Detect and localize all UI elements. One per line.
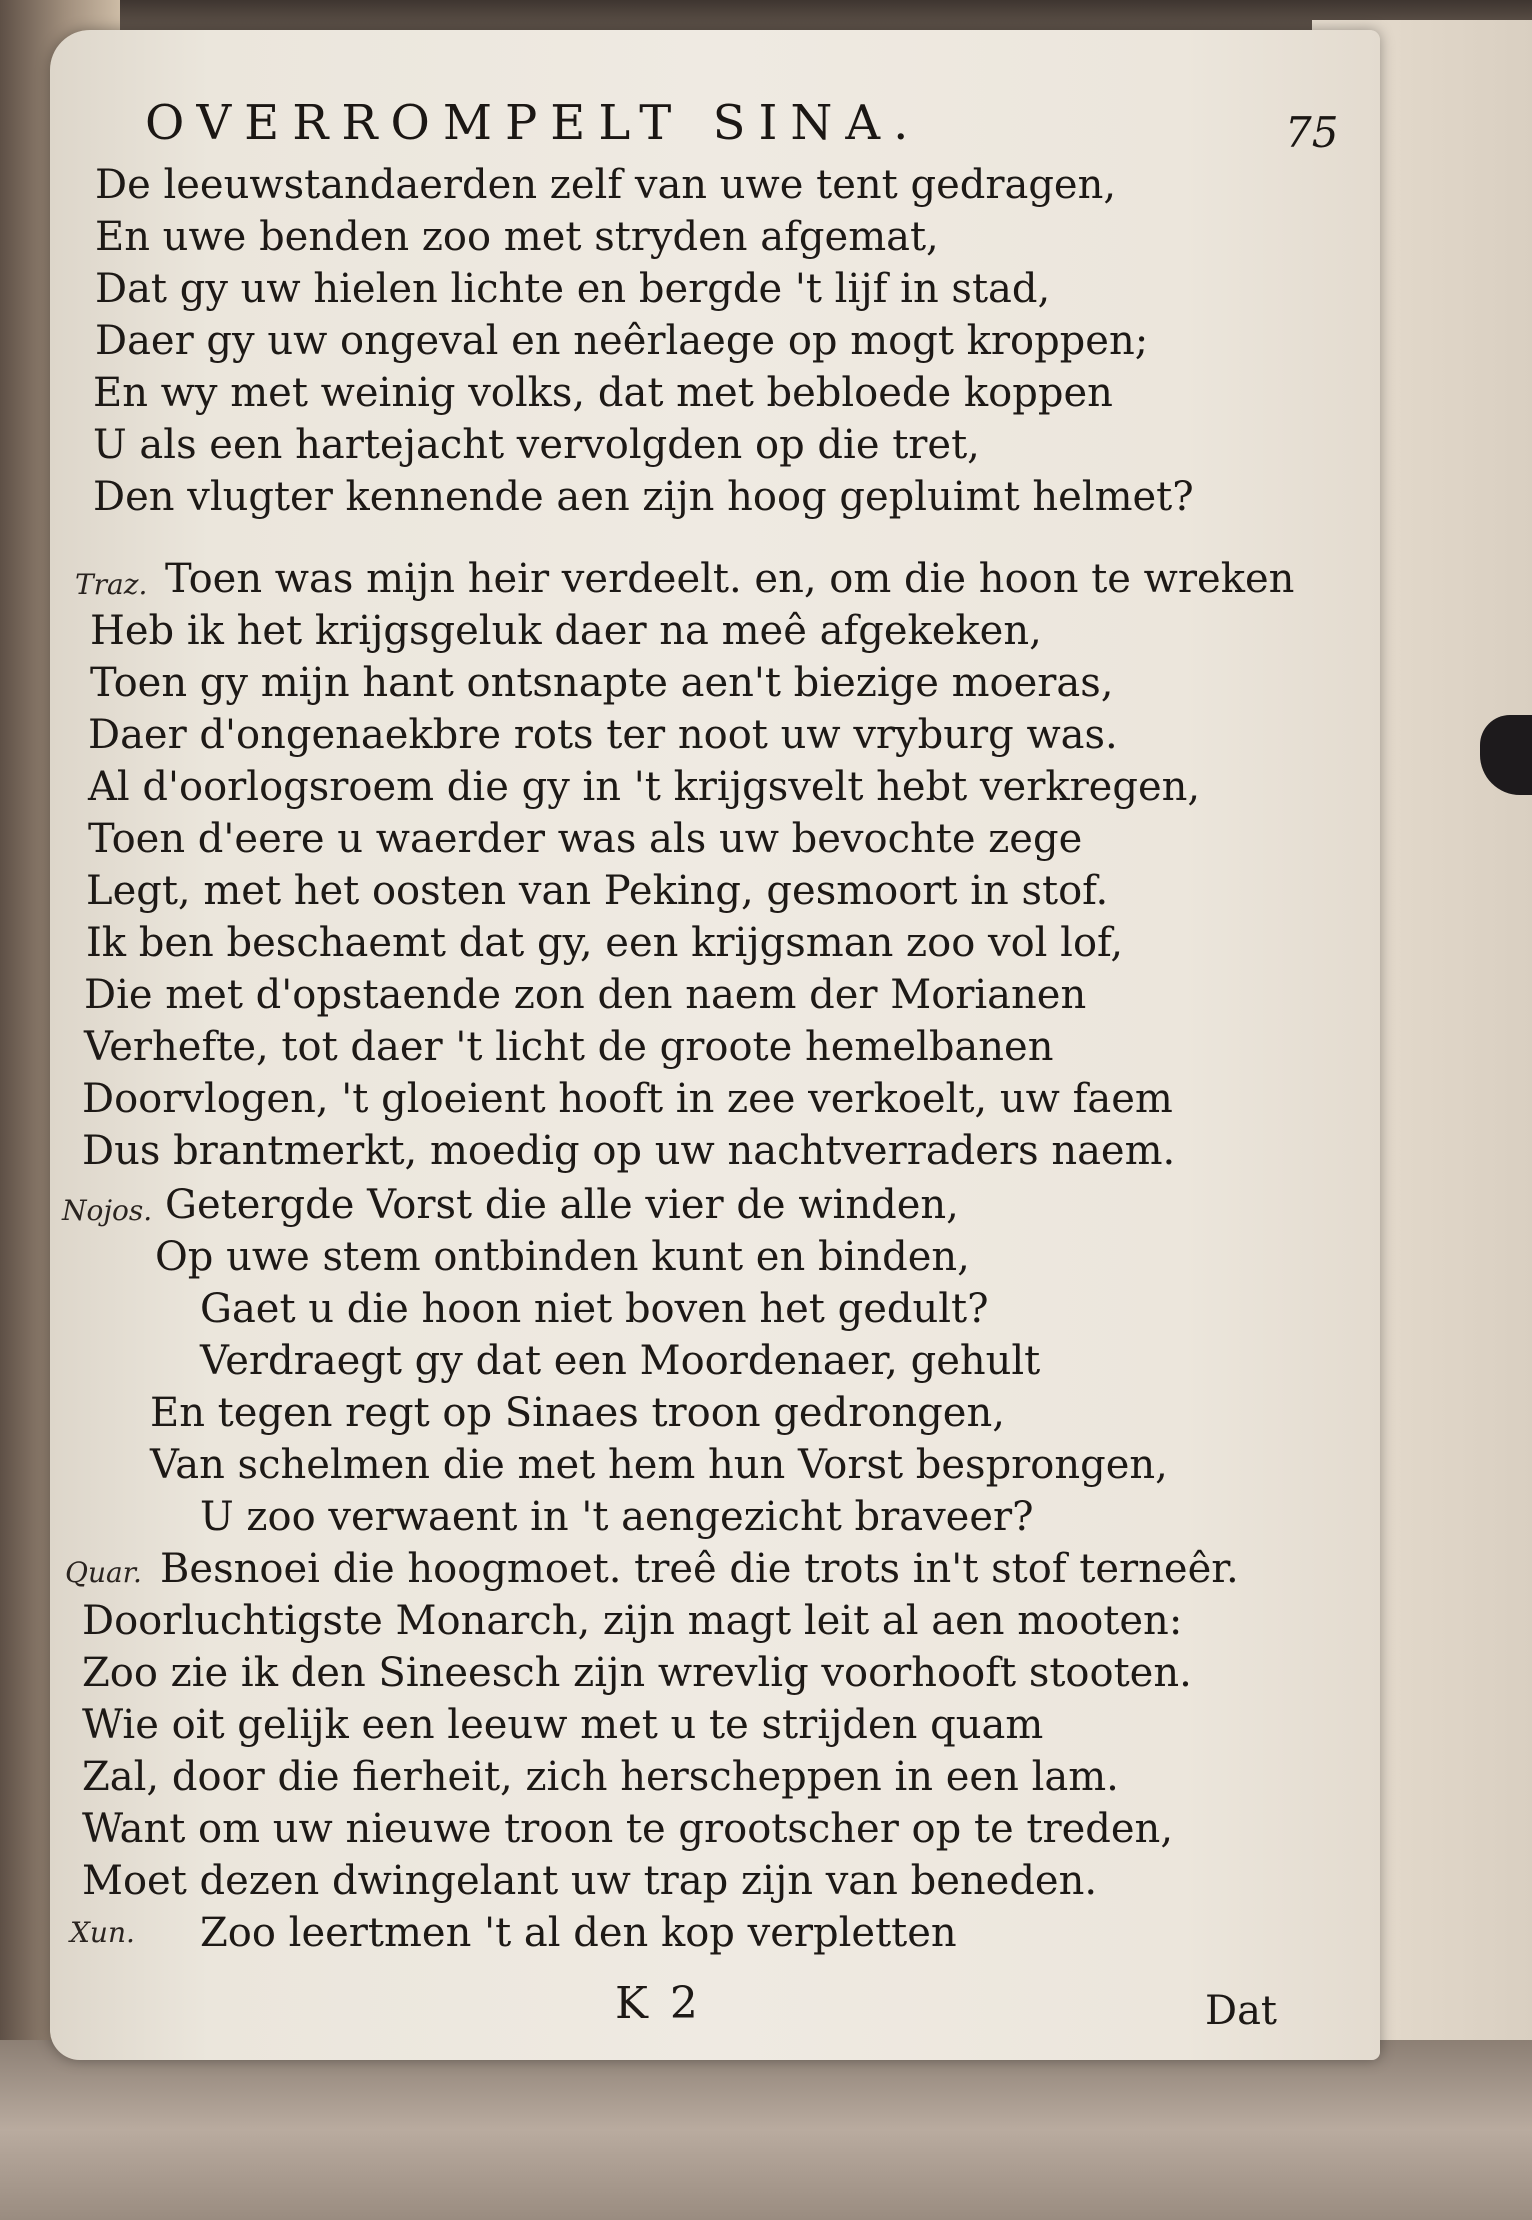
speaker-label: Quar. [65,1556,142,1589]
verse-line: Gaet u die hoon niet boven het gedult? [200,1286,989,1332]
verse-line: Wie oit gelijk een leeuw met u te strijden quam [82,1702,1044,1748]
verse-line: Moet dezen dwingelant uw trap zijn van beneden. [82,1858,1098,1904]
speaker-label: Nojos. [62,1194,153,1227]
verse-line: De leeuwstandaerden zelf van uwe tent gedragen, [95,162,1117,208]
verse-line: En tegen regt op Sinaes troon gedrongen, [150,1390,1005,1436]
verse-line: Daer gy uw ongeval en neêrlaege op mogt kroppen; [95,318,1149,364]
verse-line: Toen was mijn heir verdeelt. en, om die hoon te wreken [165,556,1295,602]
verse-line: Getergde Vorst die alle vier de winden, [165,1182,959,1228]
verse-line: Dus brantmerkt, moedig op uw nachtverraders naem. [82,1128,1176,1174]
page-number: 75 [1285,108,1339,157]
verse-line: Doorluchtigste Monarch, zijn magt leit al aen mooten: [82,1598,1183,1644]
verse-line: Toen gy mijn hant ontsnapte aen't biezige moeras, [90,660,1114,706]
verse-line: Legt, met het oosten van Peking, gesmoort in stof. [86,868,1109,914]
verse-line: Verdraegt gy dat een Moordenaer, gehult [200,1338,1041,1384]
speaker-label: Traz. [75,568,148,601]
verse-line: Zal, door die fierheit, zich herscheppen in een lam. [82,1754,1119,1800]
verse-line: Op uwe stem ontbinden kunt en binden, [155,1234,970,1280]
verse-line: En uwe benden zoo met stryden afgemat, [95,214,939,260]
verse-line: Want om uw nieuwe troon te grootscher op te treden, [82,1806,1174,1852]
verse-line: Van schelmen die met hem hun Vorst besprongen, [150,1442,1168,1488]
speaker-label: Xun. [70,1916,135,1949]
verse-line: En wy met weinig volks, dat met bebloede koppen [93,370,1113,416]
verse-line: Heb ik het krijgsgeluk daer na meê afgekeken, [90,608,1042,654]
verse-line: U zoo verwaent in 't aengezicht braveer? [200,1494,1034,1540]
verse-line: Al d'oorlogsroem die gy in 't krijgsvelt hebt verkregen, [88,764,1201,810]
verse-line: Den vlugter kennende aen zijn hoog gepluimt helmet? [93,474,1194,520]
verse-line: Zoo leertmen 't al den kop verpletten [200,1910,957,1956]
catchword: Dat [1205,1988,1277,2034]
verse-line: Zoo zie ik den Sineesch zijn wrevlig voorhooft stooten. [82,1650,1192,1696]
verse-line: U als een hartejacht vervolgden op die tret, [93,422,980,468]
verse-line: Besnoei die hoogmoet. treê die trots in't stof terneêr. [160,1546,1239,1592]
running-title: OVERROMPELT SINA. [145,95,922,151]
verse-line: Doorvlogen, 't gloeient hooft in zee verkoelt, uw faem [82,1076,1173,1122]
verse-line: Dat gy uw hielen lichte en bergde 't lijf in stad, [95,266,1051,312]
verse-line: Die met d'opstaende zon den naem der Morianen [84,972,1087,1018]
verse-line: Verhefte, tot daer 't licht de groote hemelbanen [84,1024,1054,1070]
verse-line: Daer d'ongenaekbre rots ter noot uw vryburg was. [88,712,1118,758]
verse-line: Ik ben beschaemt dat gy, een krijgsman zoo vol lof, [86,920,1124,966]
signature-mark: K 2 [615,1978,702,2029]
verse-line: Toen d'eere u waerder was als uw bevochte zege [88,816,1083,862]
